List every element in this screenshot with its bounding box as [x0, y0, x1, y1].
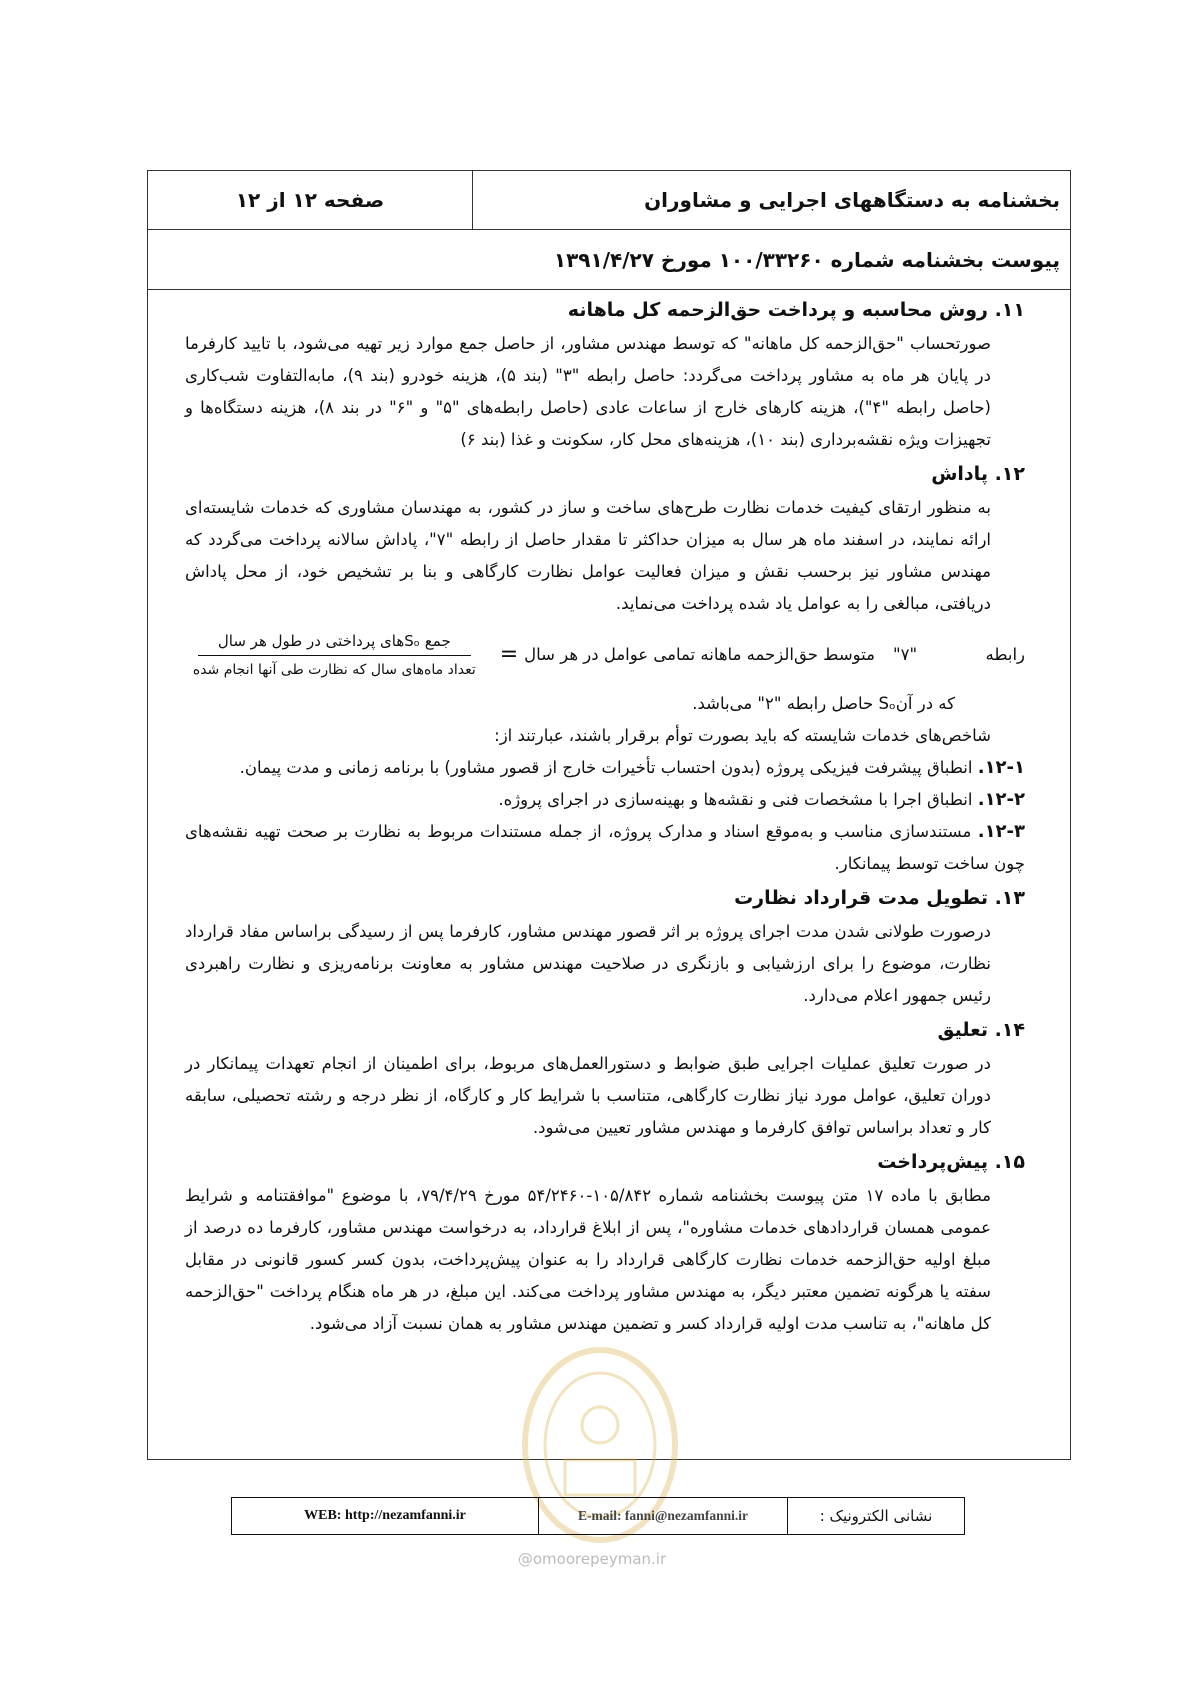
criterion-3 — [185, 816, 1025, 880]
criterion-2 — [185, 784, 1025, 816]
criterion-1-num: ۱۲-۱. — [977, 757, 1025, 778]
criterion-3-num: ۱۲-۳. — [977, 821, 1025, 842]
criterion-2-num: ۱۲-۲. — [977, 789, 1025, 810]
footer-email[interactable]: E-mail: fanni@nezamfanni.ir — [538, 1498, 787, 1534]
section-13-title: ۱۳. تطویل مدت قرارداد نظارت — [734, 887, 1025, 909]
footer-contact — [231, 1497, 965, 1535]
site-watermark: @omoorepeyman.ir — [517, 1550, 667, 1568]
criterion-1-text: انطباق پیشرفت فیزیکی پروژه (بدون احتساب تأخیرات خارج از قصور مشاور) با برنامه زمانی و مدت پیمان. — [239, 758, 978, 777]
footer-label: نشانی الکترونیک : — [787, 1498, 964, 1534]
section-13-text: درصورت طولانی شدن مدت اجرای پروژه بر اثر قصور مهندس مشاور، کارفرما پس از رسیدگی براساس مفاد قرارداد نظارت، موضوع را برای ارزشیابی و بازنگری در صلاحیت مهندس مشاور به معاونت برنامه‌ریزی و نظارت راهبردی رئیس جمهور اعلام می‌دارد. — [185, 922, 991, 1005]
section-11-title: ۱۱. روش محاسبه و پرداخت حق‌الزحمه کل ماهانه — [567, 299, 1025, 321]
formula-equals: = — [499, 642, 519, 667]
footer-web[interactable]: WEB: http://nezamfanni.ir — [304, 1508, 466, 1523]
criterion-1 — [185, 752, 1025, 784]
section-15-title: ۱۵. پیش‌پرداخت — [877, 1151, 1025, 1173]
formula-7 — [157, 626, 1025, 684]
criteria-intro: شاخص‌های خدمات شایسته که باید بصورت توأم برقرار باشند، عبارتند از: — [494, 726, 991, 745]
circular-title: بخشنامه به دستگاههای اجرایی و مشاوران — [472, 171, 1070, 229]
section-11-text: صورتحساب "حق‌الزحمه کل ماهانه" که توسط مهندس مشاور، از حاصل جمع موارد زیر تهیه می‌شود، با تایید کارفرما در پایان هر ماه به مشاور پرداخت می‌گردد: حاصل رابطه "۳" (بند ۵)، هزینه خودرو (بند ۹)، مابه‌التفاوت شب‌کاری (حاصل رابطه "۴")، هزینه کارهای خارج از ساعات عادی (حاصل رابطه‌های "۵" و "۶" در بند ۸)، هزینه دستگاه‌ها و تجهیزات ویژه نقشه‌برداری (بند ۱۰)، هزینه‌های محل کار، سکونت و غذا (بند ۶) — [185, 334, 991, 449]
section-14-text: در صورت تعلیق عملیات اجرایی طبق ضوابط و دستورالعمل‌های مربوط، برای اطمینان از انجام تعهدات پیمانکار در دوران تعلیق، عوامل مورد نیاز نظارت کارگاهی، متناسب با شرایط کار و کارگاه، از نظر درجه و رشته تحصیلی، سابقه کار و تعداد براساس توافق کارفرما و مهندس مشاور تعیین می‌شود. — [185, 1054, 991, 1137]
criterion-2-text: انطباق اجرا با مشخصات فنی و نقشه‌ها و بهینه‌سازی در اجرای پروژه. — [498, 790, 978, 809]
criterion-3-text: مستندسازی مناسب و به‌موقع اسناد و مدارک پروژه، از جمله مستندات مربوط به نظارت بر صحت تهیه نقشه‌های چون ساخت توسط پیمانکار. — [185, 822, 1025, 873]
formula-label: رابطه — [985, 645, 1025, 664]
formula-fraction — [193, 629, 476, 682]
header-table — [147, 170, 1071, 230]
content-area — [185, 292, 1025, 1340]
formula-numerator: جمع Sₒهای پرداختی در طول هر سال — [198, 629, 471, 656]
section-15-text: مطابق با ماده ۱۷ متن پیوست بخشنامه شماره ۱۰۵/۸۴۲-۵۴/۲۴۶۰ مورخ ۷۹/۴/۲۹، با موضوع "موافقتنامه و شرایط عمومی همسان قراردادهای خدمات مشاوره"، پس از ابلاغ قرارداد، به درخواست مهندس مشاور، کارفرما ده درصد از مبلغ اولیه حق‌الزحمه خدمات نظارت کارگاهی قرارداد را به عنوان پیش‌پرداخت، بدون کسر کسور قانونی در مقابل سفته یا هرگونه تضمین معتبر دیگر، به مهندس مشاور پرداخت می‌کند. این مبلغ، در هر ماه هنگام پرداخت "حق‌الزحمه کل ماهانه"، به تناسب مدت اولیه قرارداد کسر و تضمین مهندس مشاور به همان نسبت آزاد می‌شود. — [185, 1186, 992, 1333]
section-12-text: به منظور ارتقای کیفیت خدمات نظارت طرح‌های ساخت و ساز در کشور، به مهندسان مشاوری که خدمات شایسته‌ای ارائه نمایند، در اسفند ماه هر سال به میزان حداکثر تا مقدار حاصل از رابطه "۷"، پاداش سالانه پرداخت می‌گردد که مهندس مشاور نیز برحسب نقش و میزان فعالیت عوامل نظارت کارگاهی و بنا بر تشخیص خود، از محل پاداش دریافتی، مبالغی را به عوامل یاد شده پرداخت می‌نماید. — [185, 498, 991, 613]
page-number: صفحه ۱۲ از ۱۲ — [235, 188, 385, 212]
section-12-title: ۱۲. پاداش — [931, 463, 1025, 485]
formula-number: "۷" — [892, 645, 918, 664]
attachment-title: پیوست بخشنامه شماره ۱۰۰/۳۳۲۶۰ مورخ ۱۳۹۱/۴/۲۷ — [147, 230, 1071, 290]
formula-denominator: تعداد ماه‌های سال که نظارت طی آنها انجام شده — [192, 661, 476, 678]
formula-note: که در آنSₒ حاصل رابطه "۲" می‌باشد. — [692, 694, 955, 713]
section-14-title: ۱۴. تعلیق — [937, 1019, 1025, 1041]
formula-lhs: متوسط حق‌الزحمه ماهانه تمامی عوامل در هر سال — [524, 645, 875, 664]
